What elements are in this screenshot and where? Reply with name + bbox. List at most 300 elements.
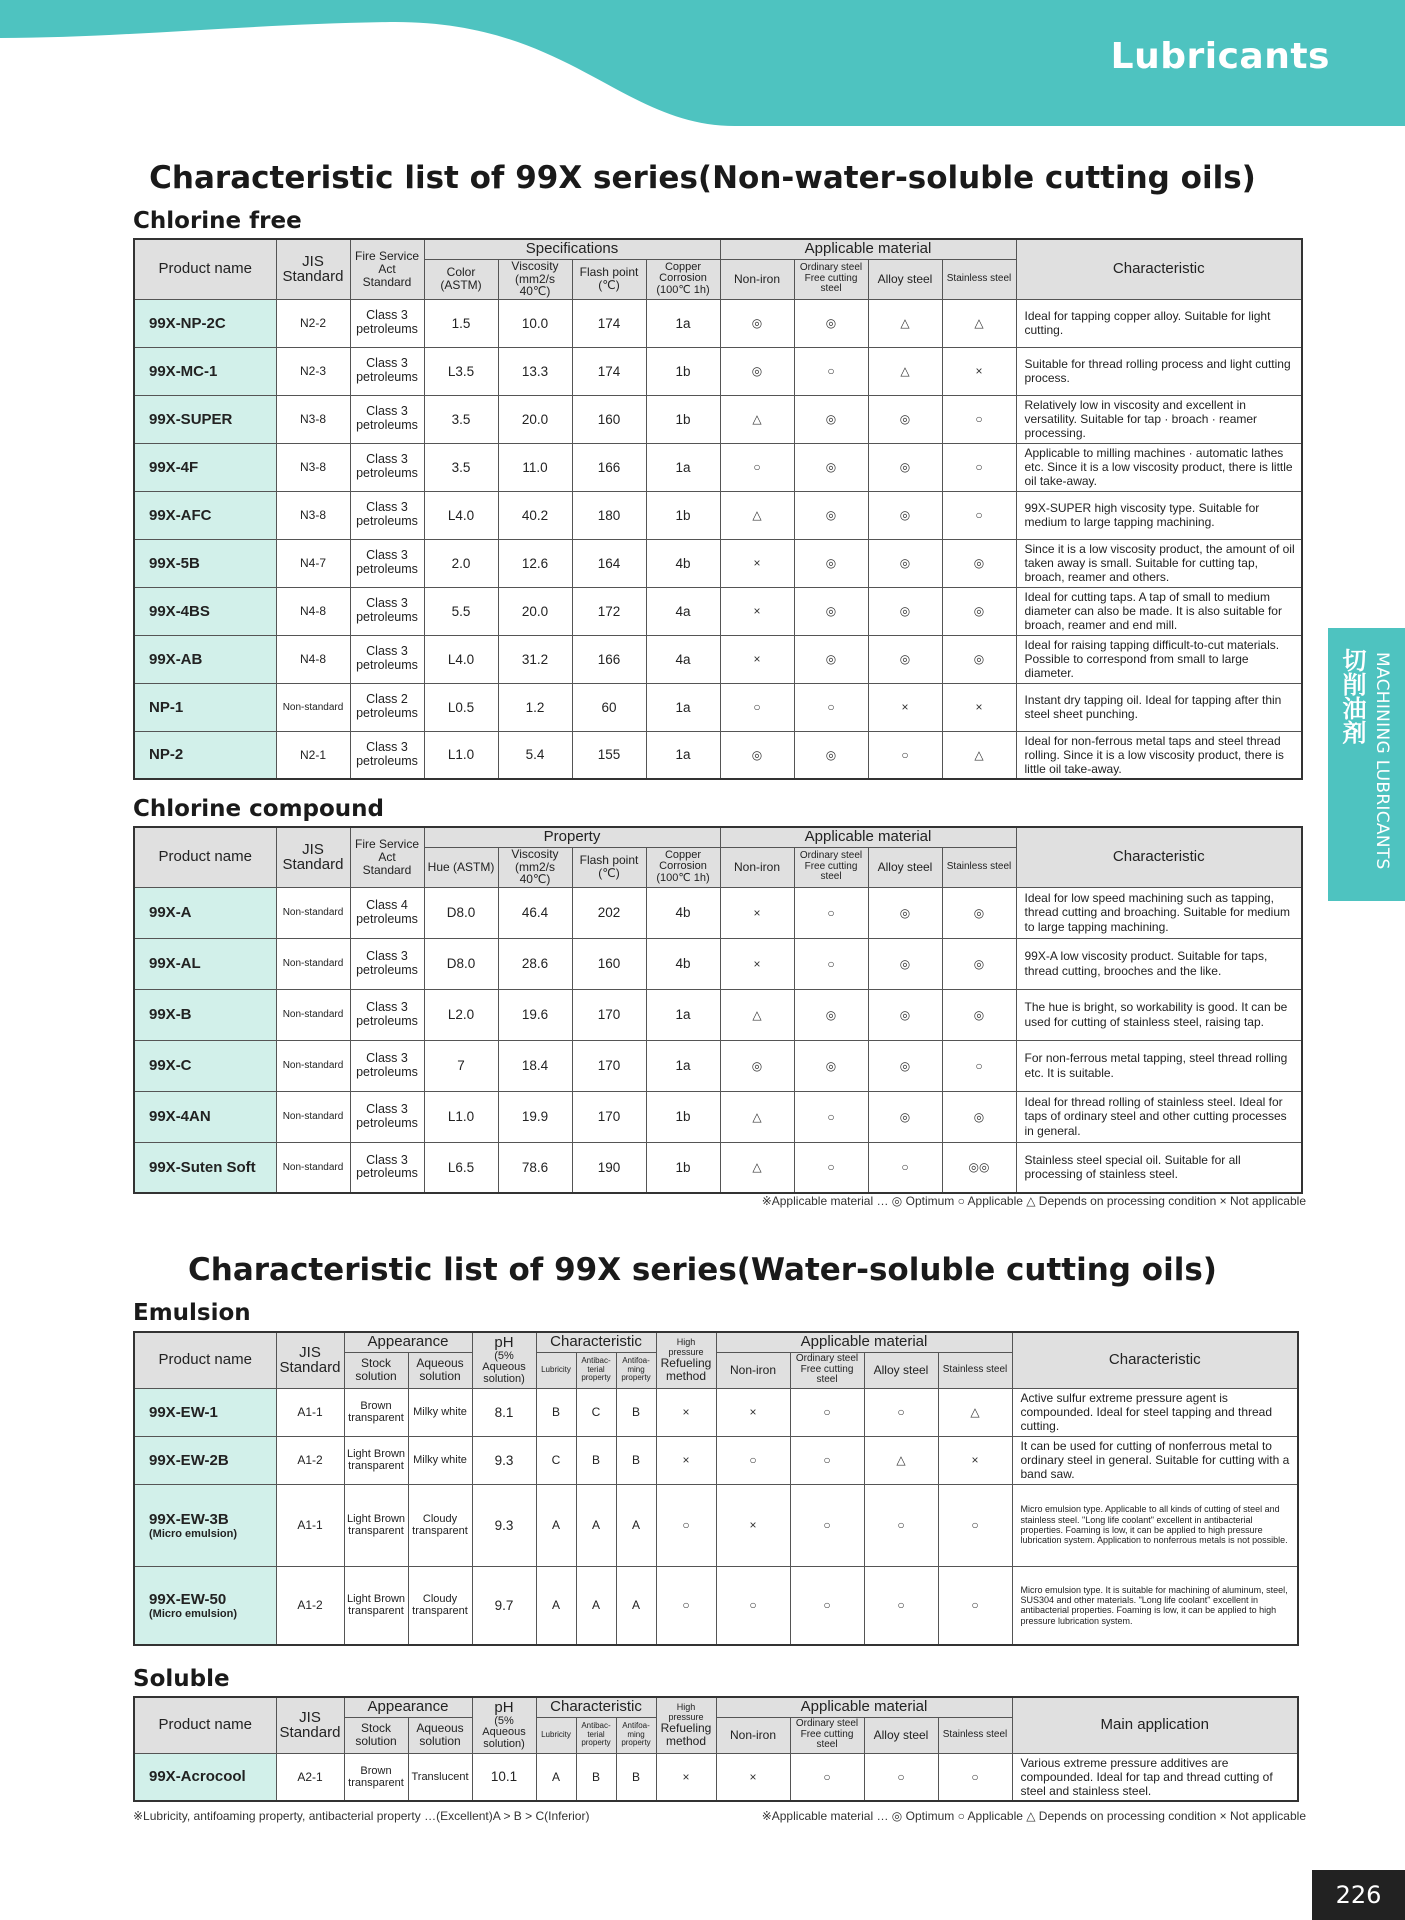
refueling-method: ×: [656, 1753, 716, 1801]
alloy-steel-rating: ◎: [868, 491, 942, 539]
color-value: D8.0: [424, 938, 498, 989]
lubricity-grade: A: [536, 1484, 576, 1566]
characteristic-text: 99X-A low viscosity product. Suitable for taps, thread cutting, brooches and the like.: [1016, 938, 1302, 989]
copper-corrosion-value: 1b: [646, 491, 720, 539]
stainless-steel-rating: ○: [942, 395, 1016, 443]
flash-point-value: 166: [572, 443, 646, 491]
flash-point-value: 190: [572, 1142, 646, 1193]
fire-service-class: Class 3 petroleums: [350, 1040, 424, 1091]
hdr-viscosity: Viscosity (mm2/s 40℃): [498, 847, 572, 887]
section-title-soluble: Soluble: [133, 1666, 230, 1692]
jis-standard: N2-1: [276, 731, 350, 779]
product-name: 99X-C: [134, 1040, 276, 1091]
characteristic-text: Stainless steel special oil. Suitable for all processing of stainless steel.: [1016, 1142, 1302, 1193]
color-value: L0.5: [424, 683, 498, 731]
characteristic-text: Suitable for thread rolling process and light cutting process.: [1016, 347, 1302, 395]
aqueous-solution: Milky white: [408, 1436, 472, 1484]
copper-corrosion-value: 4b: [646, 887, 720, 938]
copper-corrosion-value: 1b: [646, 1142, 720, 1193]
jis-standard: N2-3: [276, 347, 350, 395]
ph-value: 10.1: [472, 1753, 536, 1801]
table-row: [134, 347, 1302, 395]
product-name: 99X-AFC: [134, 491, 276, 539]
table-row: [134, 1040, 1302, 1091]
stainless-steel-rating: ◎: [942, 938, 1016, 989]
viscosity-value: 28.6: [498, 938, 572, 989]
jis-standard: N4-8: [276, 587, 350, 635]
table-row: [134, 539, 1302, 587]
stainless-steel-rating: ◎: [942, 587, 1016, 635]
footnote-grades: ※Lubricity, antifoaming property, antibacterial property …(Excellent)A > B > C(Inferior): [133, 1809, 590, 1823]
stock-solution: Brown transparent: [344, 1388, 408, 1436]
copper-corrosion-value: 1a: [646, 1040, 720, 1091]
table-row: [134, 683, 1302, 731]
hdr-applicable: Applicable material: [720, 239, 1016, 259]
hdr-applicable: Applicable material: [716, 1332, 1012, 1352]
alloy-steel-rating: ○: [864, 1753, 938, 1801]
hdr-alloy: Alloy steel: [864, 1352, 938, 1388]
non-iron-rating: ◎: [720, 347, 794, 395]
hdr-aqueous: Aqueous solution: [408, 1352, 472, 1388]
hdr-lubricity: Lubricity: [536, 1352, 576, 1388]
fire-service-class: Class 3 petroleums: [350, 443, 424, 491]
copper-corrosion-value: 1a: [646, 683, 720, 731]
non-iron-rating: ◎: [720, 299, 794, 347]
characteristic-text: Active sulfur extreme pressure agent is compounded. Ideal for steel tapping and thread cutting.: [1012, 1388, 1298, 1436]
flash-point-value: 174: [572, 299, 646, 347]
hdr-stainless: Stainless steel: [938, 1717, 1012, 1753]
chlorine-compound-table: [133, 826, 1303, 1194]
characteristic-text: Ideal for thread rolling of stainless steel. Ideal for taps of ordinary steel and other cutting processes in general.: [1016, 1091, 1302, 1142]
stainless-steel-rating: ◎: [942, 989, 1016, 1040]
antifoaming-grade: A: [616, 1566, 656, 1645]
stock-solution: Light Brown transparent: [344, 1436, 408, 1484]
alloy-steel-rating: ◎: [868, 587, 942, 635]
ordinary-steel-rating: ◎: [794, 539, 868, 587]
hdr-hue: Hue (ASTM): [424, 847, 498, 887]
hdr-jis: JIS Standard: [276, 239, 350, 299]
product-name: [134, 1566, 276, 1645]
hdr-fire: Fire Service Act Standard: [350, 239, 424, 299]
viscosity-value: 19.9: [498, 1091, 572, 1142]
product-name: 99X-SUPER: [134, 395, 276, 443]
antifoaming-grade: B: [616, 1753, 656, 1801]
side-tab: [1328, 628, 1405, 901]
color-value: 3.5: [424, 395, 498, 443]
hdr-antifoaming: Antifoa- ming property: [616, 1717, 656, 1753]
color-value: 2.0: [424, 539, 498, 587]
alloy-steel-rating: ◎: [868, 989, 942, 1040]
table-row: [134, 989, 1302, 1040]
color-value: D8.0: [424, 887, 498, 938]
product-name: 99X-A: [134, 887, 276, 938]
hdr-fire: Fire Service Act Standard: [350, 827, 424, 887]
flash-point-value: 170: [572, 1040, 646, 1091]
copper-corrosion-value: 1b: [646, 395, 720, 443]
ph-value: 9.3: [472, 1484, 536, 1566]
color-value: L6.5: [424, 1142, 498, 1193]
hdr-high-pressure: High pressure: [668, 1337, 704, 1357]
ordinary-steel-rating: ○: [790, 1753, 864, 1801]
color-value: L4.0: [424, 491, 498, 539]
product-name: 99X-AL: [134, 938, 276, 989]
copper-corrosion-value: 1b: [646, 347, 720, 395]
copper-corrosion-value: 1a: [646, 299, 720, 347]
hdr-stainless: Stainless steel: [942, 259, 1016, 299]
antifoaming-grade: B: [616, 1436, 656, 1484]
hdr-product: Product name: [134, 827, 276, 887]
non-iron-rating: ○: [716, 1436, 790, 1484]
hdr-ordinary: Ordinary steel Free cutting steel: [794, 259, 868, 299]
page-number: 226: [1312, 1870, 1405, 1920]
hdr-ph: [472, 1697, 536, 1753]
jis-standard: A1-1: [276, 1388, 344, 1436]
stainless-steel-rating: ○: [942, 443, 1016, 491]
section-title-chlorine-compound: Chlorine compound: [133, 796, 385, 822]
hdr-characteristic-group: Characteristic: [536, 1697, 656, 1717]
stainless-steel-rating: △: [942, 731, 1016, 779]
flash-point-value: 180: [572, 491, 646, 539]
ordinary-steel-rating: ◎: [794, 1040, 868, 1091]
non-iron-rating: ×: [720, 587, 794, 635]
hdr-refueling-method: Refueling method: [660, 1721, 712, 1748]
table-row: [134, 1142, 1302, 1193]
table-row: [134, 938, 1302, 989]
characteristic-text: Micro emulsion type. It is suitable for machining of aluminum, steel, SUS304 and other materials. "Long life coolant" excellent in antibacterial properties. Foaming is low, it can be applied to high pressure lubrication system.: [1012, 1566, 1298, 1645]
hdr-characteristic: Characteristic: [1016, 827, 1302, 887]
fire-service-class: Class 3 petroleums: [350, 539, 424, 587]
non-iron-rating: △: [720, 1142, 794, 1193]
hdr-alloy: Alloy steel: [864, 1717, 938, 1753]
hdr-appearance: Appearance: [344, 1332, 472, 1352]
hdr-product: Product name: [134, 1332, 276, 1388]
flash-point-value: 172: [572, 587, 646, 635]
jis-standard: N4-7: [276, 539, 350, 587]
hdr-copper: Copper Corrosion (100℃ 1h): [646, 847, 720, 887]
viscosity-value: 78.6: [498, 1142, 572, 1193]
hdr-characteristic: Characteristic: [1016, 239, 1302, 299]
stock-solution: Light Brown transparent: [344, 1484, 408, 1566]
hdr-characteristic: Characteristic: [1012, 1332, 1298, 1388]
aqueous-solution: Translucent: [408, 1753, 472, 1801]
product-name-label: 99X-EW-50: [149, 1590, 227, 1608]
characteristic-text: Micro emulsion type. Applicable to all kinds of cutting of steel and stainless steel. "Long life coolant" excellent in antibacterial properties. Foaming is low, it can be applied to high pressure lubrication system. Application to nonferrous metals is not possible.: [1012, 1484, 1298, 1566]
ordinary-steel-rating: ○: [790, 1388, 864, 1436]
alloy-steel-rating: ◎: [868, 887, 942, 938]
product-name-label: 99X-Acrocool: [149, 1768, 246, 1786]
characteristic-text: For non-ferrous metal tapping, steel thread rolling etc. It is suitable.: [1016, 1040, 1302, 1091]
hdr-antibacterial: Antibac- terial property: [576, 1717, 616, 1753]
fire-service-class: Class 3 petroleums: [350, 395, 424, 443]
characteristic-text: Applicable to milling machines · automatic lathes etc. Since it is a low viscosity product, there is little oil take-away.: [1016, 443, 1302, 491]
jis-standard: N4-8: [276, 635, 350, 683]
footnote-applicable-2: ※Applicable material … ◎ Optimum ○ Applicable △ Depends on processing condition × Not applicable: [761, 1809, 1306, 1823]
hdr-viscosity: Viscosity (mm2/s 40℃): [498, 259, 572, 299]
hdr-applicable: Applicable material: [716, 1697, 1012, 1717]
hdr-antifoaming: Antifoa- ming property: [616, 1352, 656, 1388]
characteristic-text: Since it is a low viscosity product, the amount of oil taken away is small. Suitable for cutting tap, broach, reamer and others.: [1016, 539, 1302, 587]
ordinary-steel-rating: ◎: [794, 299, 868, 347]
lubricity-grade: C: [536, 1436, 576, 1484]
non-iron-rating: △: [720, 491, 794, 539]
stainless-steel-rating: ×: [938, 1436, 1012, 1484]
fire-service-class: Class 3 petroleums: [350, 491, 424, 539]
product-name: 99X-5B: [134, 539, 276, 587]
non-iron-rating: ○: [720, 683, 794, 731]
stainless-steel-rating: ○: [938, 1753, 1012, 1801]
non-iron-rating: ×: [716, 1388, 790, 1436]
copper-corrosion-value: 4b: [646, 539, 720, 587]
soluble-table: [133, 1696, 1299, 1802]
ordinary-steel-rating: ◎: [794, 491, 868, 539]
characteristic-text: Instant dry tapping oil. Ideal for tapping after thin steel sheet punching.: [1016, 683, 1302, 731]
non-iron-rating: △: [720, 1091, 794, 1142]
product-name: 99X-AB: [134, 635, 276, 683]
header-title: Lubricants: [1110, 36, 1330, 77]
viscosity-value: 1.2: [498, 683, 572, 731]
fire-service-class: Class 3 petroleums: [350, 299, 424, 347]
table-row: [134, 587, 1302, 635]
product-name: 99X-Suten Soft: [134, 1142, 276, 1193]
color-value: L2.0: [424, 989, 498, 1040]
table-row: [134, 443, 1302, 491]
section-title-chlorine-free: Chlorine free: [133, 208, 302, 234]
product-name: NP-2: [134, 731, 276, 779]
flash-point-value: 160: [572, 938, 646, 989]
hdr-refueling-method: Refueling method: [660, 1356, 712, 1383]
flash-point-value: 170: [572, 989, 646, 1040]
hdr-ordinary: Ordinary steel Free cutting steel: [794, 847, 868, 887]
flash-point-value: 164: [572, 539, 646, 587]
color-value: 1.5: [424, 299, 498, 347]
table-row: [134, 1436, 1298, 1484]
characteristic-text: It can be used for cutting of nonferrous metal to ordinary steel in general. Suitable for cutting with a band saw.: [1012, 1436, 1298, 1484]
alloy-steel-rating: ×: [868, 683, 942, 731]
stainless-steel-rating: ○: [942, 491, 1016, 539]
fire-service-class: Class 3 petroleums: [350, 635, 424, 683]
alloy-steel-rating: △: [864, 1436, 938, 1484]
stainless-steel-rating: ◎: [942, 635, 1016, 683]
hdr-ph-sub: (5% Aqueous solution): [482, 1349, 526, 1385]
non-iron-rating: ×: [720, 635, 794, 683]
non-iron-rating: ×: [720, 938, 794, 989]
emulsion-table: [133, 1331, 1299, 1646]
alloy-steel-rating: △: [868, 347, 942, 395]
table-row: [134, 1753, 1298, 1801]
non-iron-rating: ×: [720, 887, 794, 938]
copper-corrosion-value: 4b: [646, 938, 720, 989]
ordinary-steel-rating: ○: [794, 347, 868, 395]
hdr-ph: [472, 1332, 536, 1388]
aqueous-solution: Cloudy transparent: [408, 1566, 472, 1645]
product-name: 99X-4BS: [134, 587, 276, 635]
jis-standard: Non-standard: [276, 1091, 350, 1142]
ordinary-steel-rating: ◎: [794, 587, 868, 635]
flash-point-value: 60: [572, 683, 646, 731]
jis-standard: Non-standard: [276, 1142, 350, 1193]
alloy-steel-rating: ◎: [868, 938, 942, 989]
flash-point-value: 170: [572, 1091, 646, 1142]
hdr-ordinary: Ordinary steel Free cutting steel: [790, 1717, 864, 1753]
footnote-applicable-1: ※Applicable material … ◎ Optimum ○ Applicable △ Depends on processing condition × Not applicable: [761, 1194, 1306, 1208]
antibacterial-grade: B: [576, 1753, 616, 1801]
fire-service-class: Class 3 petroleums: [350, 347, 424, 395]
hdr-high-pressure: High pressure: [668, 1702, 704, 1722]
color-value: L3.5: [424, 347, 498, 395]
hdr-refueling: [656, 1697, 716, 1753]
alloy-steel-rating: ○: [864, 1566, 938, 1645]
characteristic-text: Ideal for non-ferrous metal taps and steel thread rolling. Since it is a low viscosity product, there is little oil take-away.: [1016, 731, 1302, 779]
viscosity-value: 12.6: [498, 539, 572, 587]
viscosity-value: 46.4: [498, 887, 572, 938]
jis-standard: N2-2: [276, 299, 350, 347]
side-tab-en: MACHINING LUBRICANTS: [1372, 652, 1392, 870]
characteristic-text: Relatively low in viscosity and excellent in versatility. Suitable for tap · broach · reamer processing.: [1016, 395, 1302, 443]
alloy-steel-rating: ○: [864, 1388, 938, 1436]
viscosity-value: 20.0: [498, 395, 572, 443]
alloy-steel-rating: ◎: [868, 1040, 942, 1091]
viscosity-value: 11.0: [498, 443, 572, 491]
hdr-product: Product name: [134, 239, 276, 299]
hdr-stainless: Stainless steel: [942, 847, 1016, 887]
aqueous-solution: Milky white: [408, 1388, 472, 1436]
refueling-method: ×: [656, 1388, 716, 1436]
alloy-steel-rating: ◎: [868, 539, 942, 587]
alloy-steel-rating: ○: [868, 1142, 942, 1193]
hdr-refueling: [656, 1332, 716, 1388]
ordinary-steel-rating: ◎: [794, 731, 868, 779]
section-title-emulsion: Emulsion: [133, 1300, 251, 1326]
product-name-sub: (Micro emulsion): [149, 1527, 238, 1540]
product-name: 99X-MC-1: [134, 347, 276, 395]
copper-corrosion-value: 4a: [646, 587, 720, 635]
ordinary-steel-rating: ○: [794, 938, 868, 989]
main-title-non-water: Characteristic list of 99X series(Non-water-soluble cutting oils): [149, 160, 1256, 196]
ph-value: 9.7: [472, 1566, 536, 1645]
refueling-method: ○: [656, 1566, 716, 1645]
hdr-non-iron: Non-iron: [720, 259, 794, 299]
ordinary-steel-rating: ○: [790, 1436, 864, 1484]
lubricity-grade: A: [536, 1566, 576, 1645]
hdr-jis: JIS Standard: [276, 827, 350, 887]
non-iron-rating: ○: [716, 1566, 790, 1645]
ordinary-steel-rating: ○: [794, 683, 868, 731]
flash-point-value: 160: [572, 395, 646, 443]
hdr-ph-label: pH: [494, 1334, 514, 1352]
fire-service-class: Class 3 petroleums: [350, 989, 424, 1040]
product-name-sub: (Micro emulsion): [149, 1607, 238, 1620]
stainless-steel-rating: △: [942, 299, 1016, 347]
alloy-steel-rating: ○: [868, 731, 942, 779]
fire-service-class: Class 4 petroleums: [350, 887, 424, 938]
ph-value: 9.3: [472, 1436, 536, 1484]
non-iron-rating: ×: [720, 539, 794, 587]
stock-solution: Brown transparent: [344, 1753, 408, 1801]
lubricity-grade: A: [536, 1753, 576, 1801]
viscosity-value: 10.0: [498, 299, 572, 347]
alloy-steel-rating: ○: [864, 1484, 938, 1566]
table-row: [134, 299, 1302, 347]
flash-point-value: 202: [572, 887, 646, 938]
product-name: NP-1: [134, 683, 276, 731]
product-name: [134, 1753, 276, 1801]
jis-standard: A1-2: [276, 1436, 344, 1484]
color-value: 5.5: [424, 587, 498, 635]
hdr-characteristic-group: Characteristic: [536, 1332, 656, 1352]
alloy-steel-rating: △: [868, 299, 942, 347]
stainless-steel-rating: ×: [942, 347, 1016, 395]
flash-point-value: 174: [572, 347, 646, 395]
hdr-alloy: Alloy steel: [868, 847, 942, 887]
table-row: [134, 1566, 1298, 1645]
jis-standard: Non-standard: [276, 1040, 350, 1091]
product-name: [134, 1484, 276, 1566]
jis-standard: N3-8: [276, 395, 350, 443]
copper-corrosion-value: 1a: [646, 443, 720, 491]
non-iron-rating: ×: [716, 1484, 790, 1566]
hdr-copper: Copper Corrosion (100℃ 1h): [646, 259, 720, 299]
characteristic-text: Ideal for cutting taps. A tap of small to medium diameter can also be made. It is also suitable for broach, reamer and end mill.: [1016, 587, 1302, 635]
refueling-method: ×: [656, 1436, 716, 1484]
fire-service-class: Class 3 petroleums: [350, 1091, 424, 1142]
antibacterial-grade: C: [576, 1388, 616, 1436]
ordinary-steel-rating: ○: [790, 1566, 864, 1645]
non-iron-rating: △: [720, 989, 794, 1040]
characteristic-text: Ideal for tapping copper alloy. Suitable for light cutting.: [1016, 299, 1302, 347]
product-name: 99X-4AN: [134, 1091, 276, 1142]
hdr-non-iron: Non-iron: [716, 1352, 790, 1388]
antibacterial-grade: B: [576, 1436, 616, 1484]
antifoaming-grade: A: [616, 1484, 656, 1566]
fire-service-class: Class 3 petroleums: [350, 938, 424, 989]
flash-point-value: 155: [572, 731, 646, 779]
viscosity-value: 5.4: [498, 731, 572, 779]
viscosity-value: 18.4: [498, 1040, 572, 1091]
stainless-steel-rating: ○: [938, 1484, 1012, 1566]
fire-service-class: Class 3 petroleums: [350, 587, 424, 635]
hdr-stock: Stock solution: [344, 1717, 408, 1753]
jis-standard: Non-standard: [276, 989, 350, 1040]
table-row: [134, 491, 1302, 539]
characteristic-text: The hue is bright, so workability is good. It can be used for cutting of stainless steel, raising tap.: [1016, 989, 1302, 1040]
hdr-ph-label: pH: [494, 1699, 514, 1717]
table-row: [134, 1091, 1302, 1142]
jis-standard: A2-1: [276, 1753, 344, 1801]
stainless-steel-rating: ○: [938, 1566, 1012, 1645]
color-value: 3.5: [424, 443, 498, 491]
copper-corrosion-value: 1a: [646, 731, 720, 779]
antibacterial-grade: A: [576, 1566, 616, 1645]
refueling-method: ○: [656, 1484, 716, 1566]
ordinary-steel-rating: ◎: [794, 989, 868, 1040]
product-name-label: 99X-EW-3B: [149, 1510, 229, 1528]
table-row: [134, 731, 1302, 779]
alloy-steel-rating: ◎: [868, 443, 942, 491]
product-name-label: 99X-EW-2B: [149, 1451, 229, 1469]
antifoaming-grade: B: [616, 1388, 656, 1436]
ordinary-steel-rating: ○: [794, 1091, 868, 1142]
viscosity-value: 40.2: [498, 491, 572, 539]
hdr-flash: Flash point (℃): [572, 847, 646, 887]
jis-standard: A1-1: [276, 1484, 344, 1566]
stainless-steel-rating: ◎: [942, 539, 1016, 587]
jis-standard: Non-standard: [276, 683, 350, 731]
jis-standard: A1-2: [276, 1566, 344, 1645]
hdr-specifications: Specifications: [424, 239, 720, 259]
jis-standard: N3-8: [276, 443, 350, 491]
aqueous-solution: Cloudy transparent: [408, 1484, 472, 1566]
viscosity-value: 20.0: [498, 587, 572, 635]
